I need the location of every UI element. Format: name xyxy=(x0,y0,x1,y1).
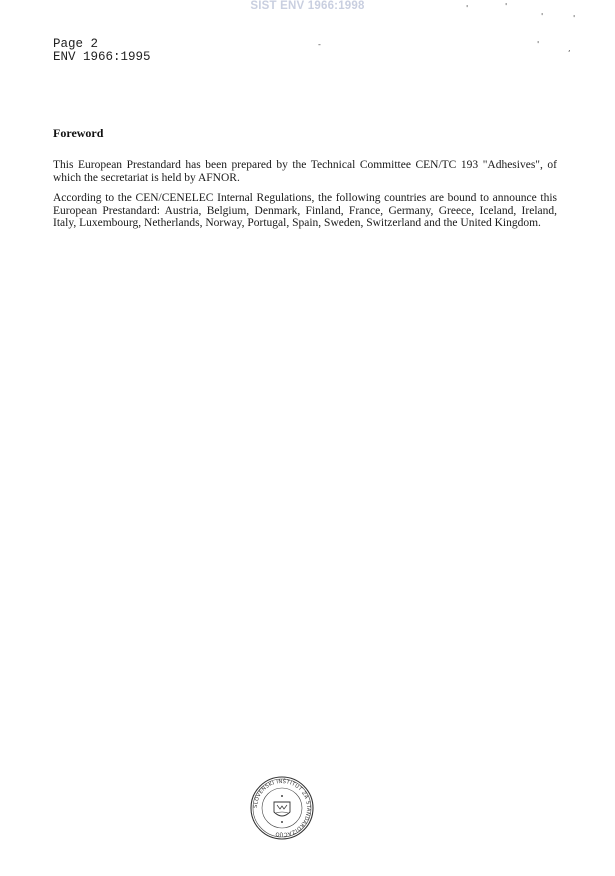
watermark: SIST ENV 1966:1998 xyxy=(250,0,365,12)
scan-speck: ' xyxy=(505,2,508,11)
seal-stamp xyxy=(250,776,314,840)
foreword-paragraph-1: This European Prestandard has been prepared by the Technical Committee CEN/TC 193 "Adhesives", of which the secretariat is held by AFNOR. xyxy=(53,159,557,184)
foreword-heading: Foreword xyxy=(53,126,104,140)
scan-speck: , xyxy=(568,44,571,53)
standard-number: ENV 1966:1995 xyxy=(53,50,151,64)
scan-speck: - xyxy=(318,40,321,49)
page-header xyxy=(53,38,151,64)
scan-speck: ' xyxy=(541,12,544,21)
shield-icon xyxy=(274,802,290,816)
scan-speck: ' xyxy=(537,40,540,49)
scan-speck: ' xyxy=(573,14,576,23)
foreword-paragraph-2: According to the CEN/CENELEC Internal Regulations, the following countries are bound to announce this European Prestandard: Austria, Belgium, Denmark, Finland, France, Germany, Greece, Iceland, Ireland, Italy, Luxembourg, Netherlands, Norway, Portugal, Spain, Sweden, Switzerland and the United Kingdom. xyxy=(53,192,557,229)
stamp-text: SLOVENSKI INŠTITUT ZA STANDARDIZACIJO xyxy=(252,778,312,838)
page-number: Page 2 xyxy=(53,37,99,51)
scan-speck: ' xyxy=(466,4,469,13)
